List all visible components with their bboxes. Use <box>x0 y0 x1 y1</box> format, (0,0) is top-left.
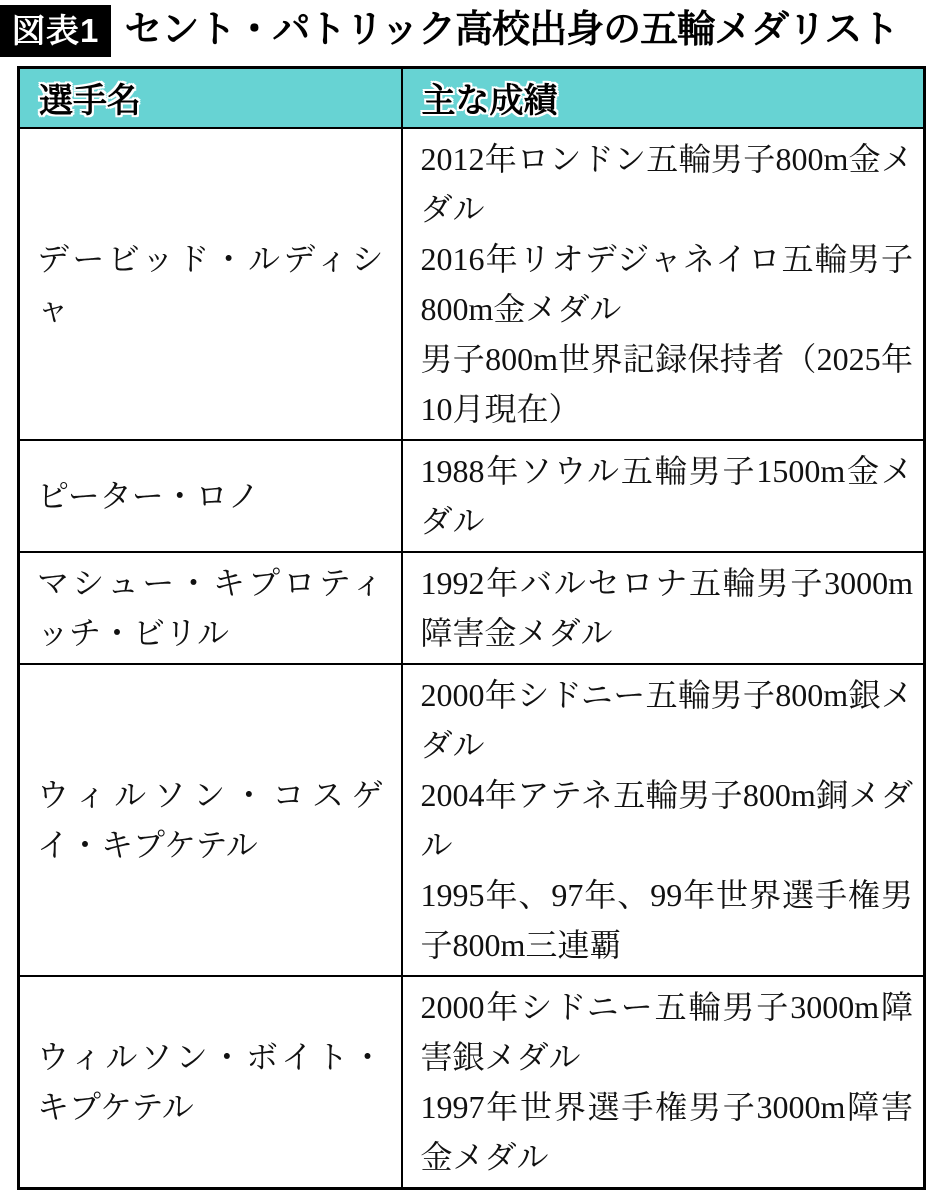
result-entry: 2016年リオデジャネイロ五輪男子800m金メダル <box>420 240 913 327</box>
result-entry: 1988年ソウル五輪男子1500m金メダル <box>420 452 913 539</box>
result-entry: 1995年、97年、99年世界選手権男子800m三連覇 <box>420 876 913 963</box>
athlete-name-cell: ウィルソン・ボイト・キプケテル <box>19 976 402 1189</box>
athlete-name-cell: ピーター・ロノ <box>19 440 402 552</box>
table-row <box>19 552 925 664</box>
table-row <box>19 128 925 440</box>
table-row <box>19 440 925 552</box>
result-entry: 2004年アテネ五輪男子800m銅メダル <box>420 776 913 863</box>
medalists-table <box>17 66 926 1190</box>
athlete-name-cell: マシュー・キプロティッチ・ビリル <box>19 552 402 664</box>
column-header-athlete-name: 選手名 <box>19 68 402 128</box>
result-entry: 男子800m世界記録保持者（2025年10月現在） <box>420 340 913 427</box>
column-header-main-results: 主な成績 <box>402 68 925 128</box>
athlete-name-cell: ウィルソン・コスゲイ・キプケテル <box>19 664 402 976</box>
result-entry: 2000年シドニー五輪男子800m銀メダル <box>420 676 913 763</box>
figure-header <box>0 0 935 58</box>
table-header-row <box>19 68 925 128</box>
result-entry: 1997年世界選手権男子3000m障害金メダル <box>420 1088 913 1175</box>
result-entry: 1992年バルセロナ五輪男子3000m障害金メダル <box>420 564 913 651</box>
athlete-name-cell: デービッド・ルディシャ <box>19 128 402 440</box>
table-row <box>19 976 925 1189</box>
figure-tag-badge: 図表1 <box>0 5 111 57</box>
results-cell <box>402 440 925 552</box>
table-row <box>19 664 925 976</box>
results-cell <box>402 976 925 1189</box>
results-cell <box>402 128 925 440</box>
result-entry: 2000年シドニー五輪男子3000m障害銀メダル <box>420 988 913 1075</box>
result-entry: 2012年ロンドン五輪男子800m金メダル <box>420 140 913 227</box>
figure-title: セント・パトリック高校出身の五輪メダリスト <box>124 9 899 52</box>
results-cell <box>402 552 925 664</box>
results-cell <box>402 664 925 976</box>
